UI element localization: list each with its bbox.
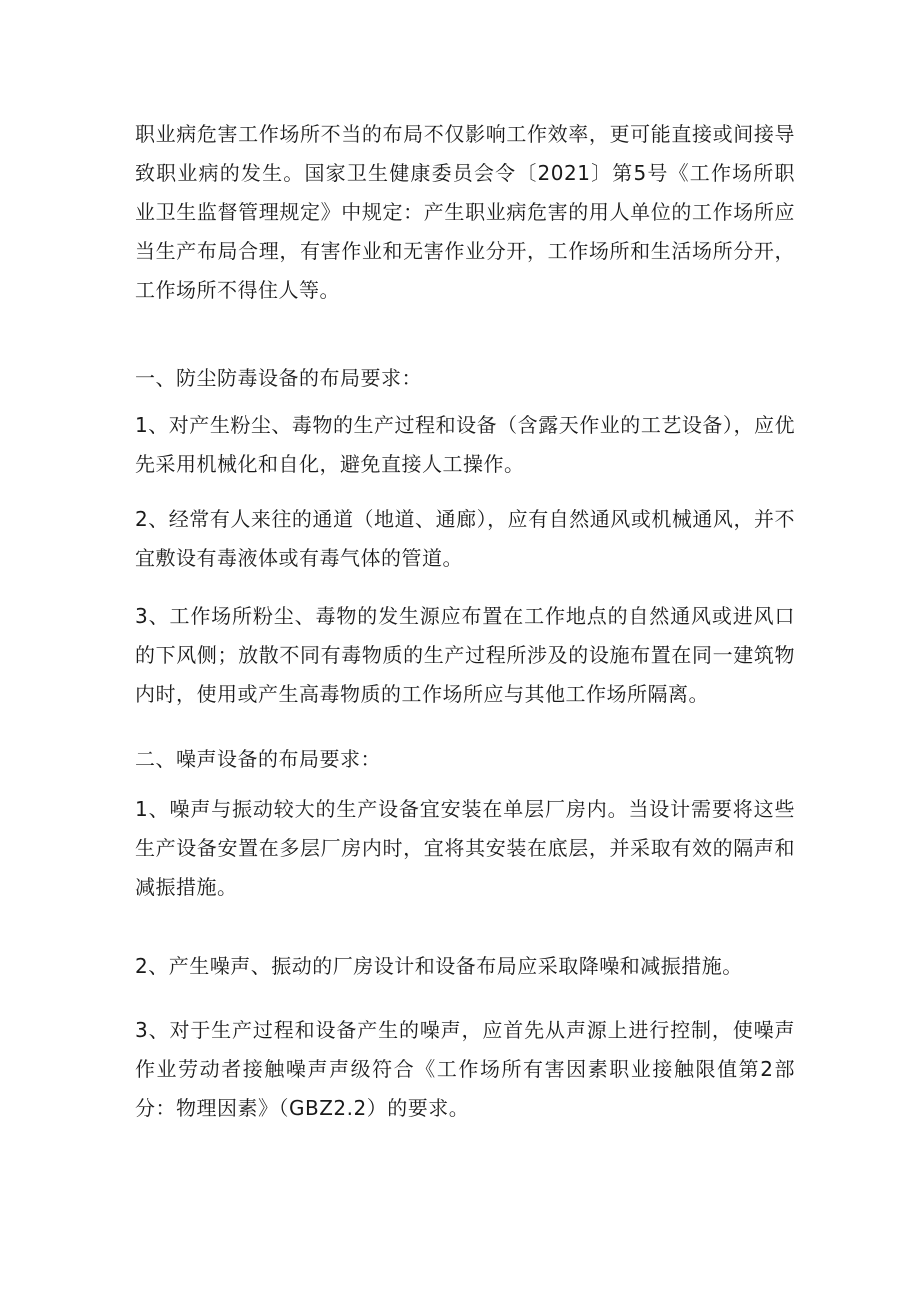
- section2-item-1: 1、噪声与振动较大的生产设备宜安装在单层厂房内。当设计需要将这些生产设备安置在多层厂房内时，宜将其安装在底层，并采取有效的隔声和减振措施。: [135, 797, 795, 899]
- section2-item-2: 2、产生噪声、振动的厂房设计和设备布局应采取降噪和减振措施。: [135, 954, 743, 978]
- intro-paragraph: 职业病危害工作场所不当的布局不仅影响工作效率，更可能直接或间接导致职业病的发生。国家卫生健康委员会令〔2021〕第5号《工作场所职业卫生监督管理规定》中规定：产生职业病危害的用人单位的工作场所应当生产布局合理，有害作业和无害作业分开，工作场所和生活场所分开，工作场所不得住人等。: [135, 122, 795, 302]
- section2-item-3: 3、对于生产过程和设备产生的噪声，应首先从声源上进行控制，使噪声作业劳动者接触噪声声级符合《工作场所有害因素职业接触限值第2部分：物理因素》（GBZ2.2）的要求。: [135, 1018, 795, 1120]
- section1-item-1: 1、对产生粉尘、毒物的生产过程和设备（含露天作业的工艺设备），应优先采用机械化和自化，避免直接人工操作。: [135, 413, 795, 476]
- section1-item-3: 3、工作场所粉尘、毒物的发生源应布置在工作地点的自然通风或进风口的下风侧；放散不同有毒物质的生产过程所涉及的设施布置在同一建筑物内时，使用或产生高毒物质的工作场所应与其他工作场所隔离。: [135, 604, 795, 706]
- section1-item-2: 2、经常有人来往的通道（地道、通廊），应有自然通风或机械通风，并不宜敷设有毒液体或有毒气体的管道。: [135, 507, 795, 570]
- section1-heading: 一、防尘防毒设备的布局要求：: [135, 366, 422, 390]
- section2-heading: 二、噪声设备的布局要求：: [135, 747, 381, 771]
